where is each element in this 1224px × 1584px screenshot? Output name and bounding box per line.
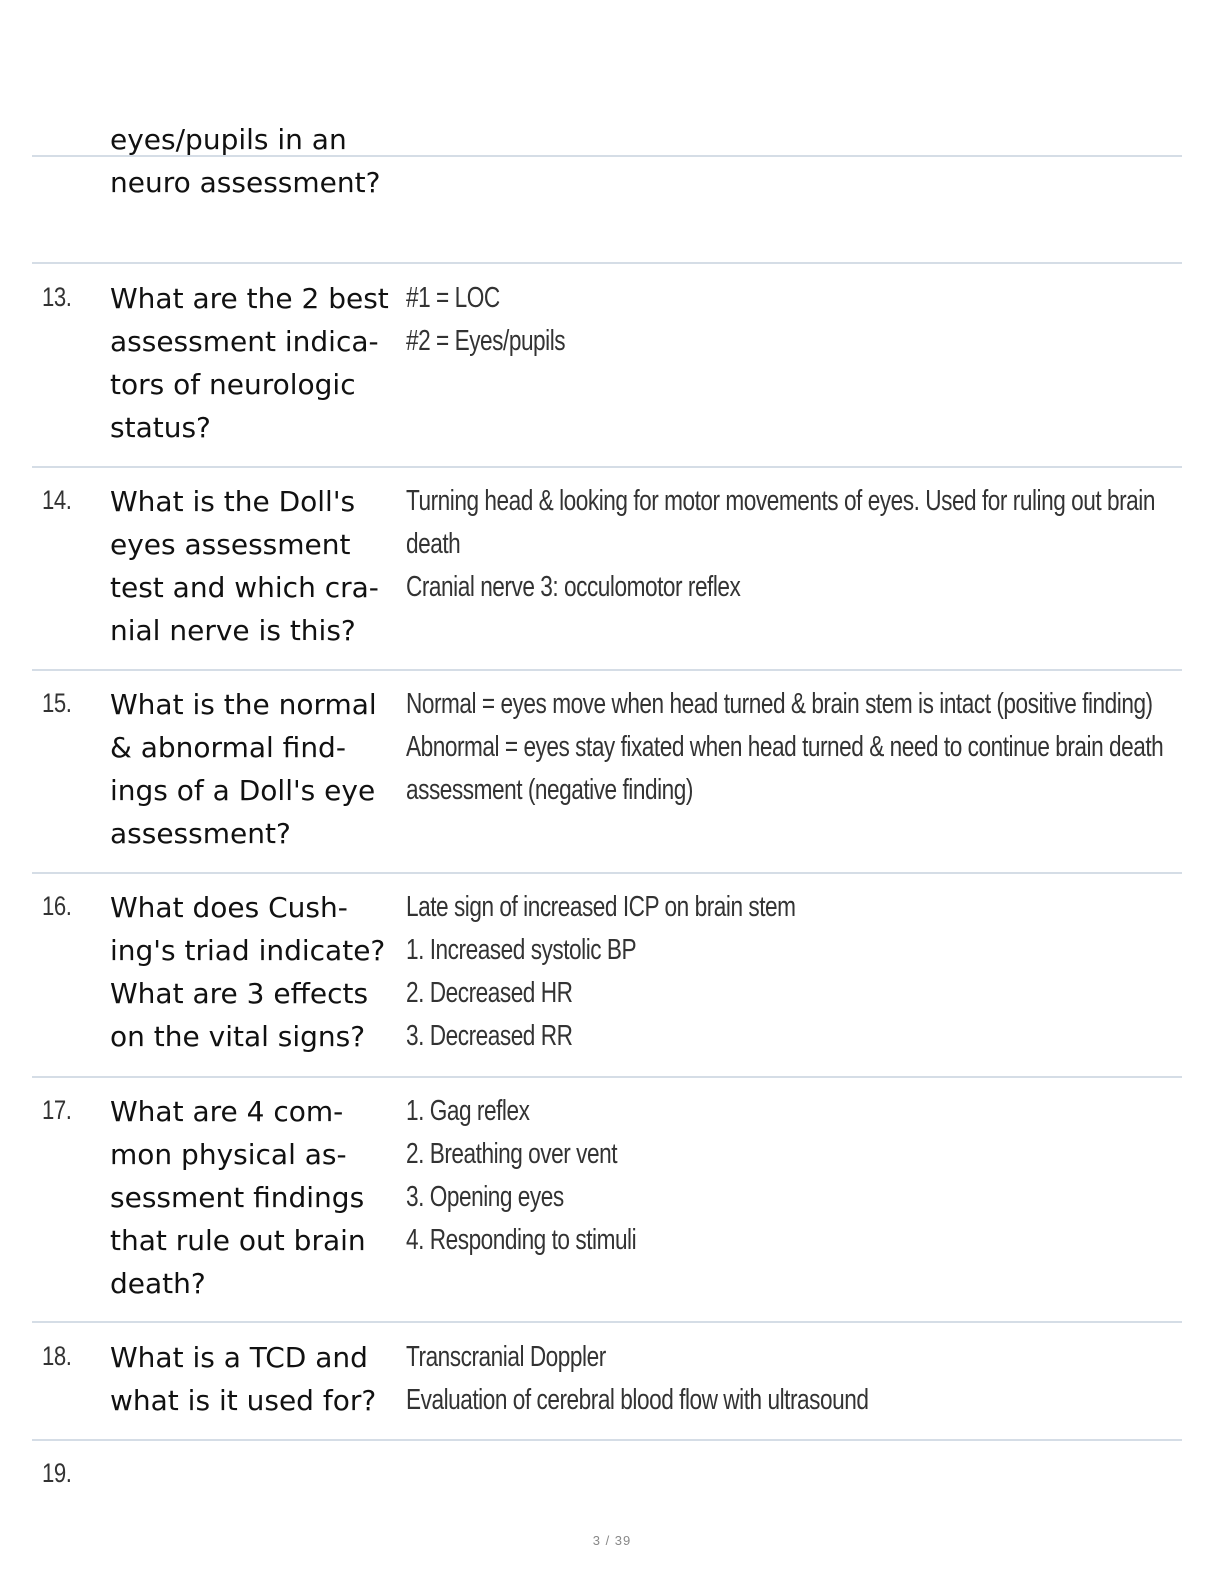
card-question [110, 277, 410, 449]
question-line: what is it used for? [110, 1384, 377, 1417]
answer-line: Turning head & looking for motor movements of eyes. Used for ruling out brain [406, 485, 1155, 517]
answer-line: #2 = Eyes/pupils [406, 325, 566, 357]
card-answer [406, 886, 1108, 1058]
answer-line: 2. Breathing over vent [406, 1138, 618, 1170]
divider [32, 466, 1182, 468]
card-answer [406, 1090, 1108, 1262]
answer-line: Late sign of increased ICP on brain stem [406, 891, 796, 923]
answer-line: 3. Decreased RR [406, 1020, 573, 1052]
card-number: 15. [42, 688, 72, 718]
answer-line: #1 = LOC [406, 282, 500, 314]
divider [32, 1321, 1182, 1323]
question-line: neuro assessment? [110, 166, 381, 199]
card-17 [32, 1090, 1182, 1315]
card-question [110, 118, 410, 204]
answer-line: Evaluation of cerebral blood flow with ultrasound [406, 1384, 869, 1416]
answer-line: 4. Responding to stimuli [406, 1224, 637, 1256]
divider [32, 872, 1182, 874]
card-question [110, 1090, 410, 1305]
card-13 [32, 277, 1182, 457]
question-line: tors of neurologic [110, 368, 356, 401]
page-indicator: 3 / 39 [592, 1533, 632, 1548]
card-12-continuation [32, 118, 1182, 238]
answer-line: Normal = eyes move when head turned & brain stem is intact (positive finding) [406, 688, 1153, 720]
question-line: status? [110, 411, 211, 444]
question-line: mon physical as- [110, 1138, 347, 1171]
question-line: assessment? [110, 817, 291, 850]
divider [32, 262, 1182, 264]
question-line: sessment findings [110, 1181, 365, 1214]
card-answer [406, 277, 1108, 363]
card-number: 13. [42, 282, 72, 312]
card-question [110, 1336, 410, 1422]
card-number: 19. [42, 1458, 72, 1488]
question-line: ings of a Doll's eye [110, 774, 376, 807]
divider [32, 1076, 1182, 1078]
question-line: What are 4 com- [110, 1095, 344, 1128]
divider [32, 669, 1182, 671]
answer-line: Transcranial Doppler [406, 1341, 606, 1373]
card-answer [406, 683, 1164, 812]
question-line: death? [110, 1267, 206, 1300]
answer-line: 3. Opening eyes [406, 1181, 564, 1213]
card-19 [32, 1453, 1182, 1503]
card-number: 17. [42, 1095, 72, 1125]
card-number: 16. [42, 891, 72, 921]
card-14 [32, 480, 1182, 660]
card-16 [32, 886, 1182, 1066]
answer-line: 2. Decreased HR [406, 977, 573, 1009]
question-line: ing's triad indicate? [110, 934, 386, 967]
question-line: What is the Doll's [110, 485, 356, 518]
card-answer [406, 480, 1155, 609]
question-line: What is the normal [110, 688, 377, 721]
card-answer [406, 1336, 1108, 1422]
card-number: 18. [42, 1341, 72, 1371]
answer-line: 1. Increased systolic BP [406, 934, 637, 966]
question-line: What are 3 effects [110, 977, 369, 1010]
question-line: What are the 2 best [110, 282, 389, 315]
question-line: on the vital signs? [110, 1020, 366, 1053]
question-line: What is a TCD and [110, 1341, 368, 1374]
question-line: that rule out brain [110, 1224, 366, 1257]
card-number: 14. [42, 485, 72, 515]
question-line: eyes/pupils in an [110, 123, 347, 156]
divider [32, 1439, 1182, 1441]
card-question [110, 683, 410, 855]
answer-line: Abnormal = eyes stay fixated when head turned & need to continue brain death [406, 731, 1164, 763]
question-line: nial nerve is this? [110, 614, 356, 647]
answer-line: Cranial nerve 3: occulomotor reflex [406, 571, 741, 603]
card-15 [32, 683, 1182, 863]
question-line: test and which cra- [110, 571, 379, 604]
card-question [110, 886, 410, 1058]
question-line: assessment indica- [110, 325, 379, 358]
question-line: eyes assessment [110, 528, 351, 561]
answer-line: death [406, 528, 461, 560]
answer-line: 1. Gag reflex [406, 1095, 530, 1127]
card-question [110, 480, 410, 652]
question-line: & abnormal find- [110, 731, 346, 764]
question-line: What does Cush- [110, 891, 348, 924]
answer-line: assessment (negative finding) [406, 774, 693, 806]
card-18 [32, 1336, 1182, 1436]
divider [32, 155, 1182, 157]
